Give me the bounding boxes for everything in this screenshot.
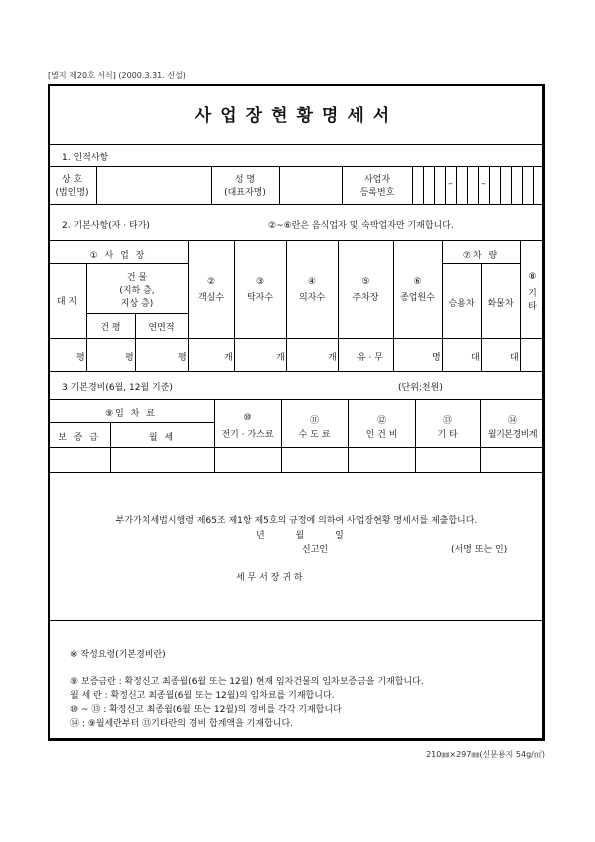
regno-digit-box (434, 166, 435, 204)
other-number: ⑧ (528, 272, 537, 282)
divider (520, 338, 521, 371)
divider (234, 240, 235, 338)
divider (48, 263, 188, 264)
representative-sublabel: (대표자명) (224, 188, 266, 198)
employees-number: ⑥ (413, 277, 422, 287)
business-regno-sublabel: 등록번호 (359, 188, 395, 198)
water-header: 수 도 료 (298, 430, 331, 440)
guest-rooms-number: ② (206, 277, 216, 287)
regno-dash: – (448, 179, 453, 189)
chairs-header: 의자수 (298, 293, 326, 303)
signature-label: (서명 또는 인) (451, 545, 508, 555)
divider (412, 166, 413, 204)
reporter-label: 신고인 (302, 545, 329, 555)
divider (393, 338, 394, 371)
deposit-header: 보 증 금 (58, 433, 100, 443)
section-2-note: ②~⑥란은 음식업자 및 숙박업자만 기재합니다. (268, 221, 454, 231)
form-title: 사업장현황명세서 (194, 106, 399, 126)
parking-header: 주차장 (352, 293, 379, 303)
trade-name-label: 상 호 (61, 175, 83, 185)
divider (234, 338, 235, 371)
instruction-line: ⑩ ~ ⑬ : 확정신고 최종월(6월 또는 12월)의 경비를 각각 기재합니다 (70, 705, 342, 715)
divider (286, 338, 287, 371)
divider (48, 399, 545, 400)
unit-guest-rooms: 개 (224, 353, 233, 363)
divider (86, 338, 87, 371)
trade-name-sublabel: (법인명) (55, 188, 89, 198)
utilities-header: 전기 · 가스료 (221, 430, 274, 440)
divider (338, 240, 339, 338)
divider (188, 338, 189, 371)
building-ground: 지상 층) (120, 299, 154, 309)
divider (188, 240, 189, 338)
regno-dash: – (481, 179, 486, 189)
unit-floor-area: 평 (178, 353, 187, 363)
business-regno-label: 사업자 (363, 175, 391, 185)
building-basement: (지하 층, (119, 286, 155, 296)
instruction-line: ⑭ : ⑨월세란부터 ⑬기타란의 경비 합계액을 기재합니다. (70, 719, 294, 729)
other-header-1: 기 (528, 289, 537, 299)
divider (286, 240, 287, 338)
divider (481, 338, 482, 371)
divider (48, 240, 545, 241)
divider (338, 338, 339, 371)
unit-truck: 대 (510, 353, 519, 363)
regno-digit-box (522, 166, 523, 204)
labor-number: ⑫ (376, 416, 386, 426)
divider (48, 144, 545, 145)
floor-area-header: 연면적 (148, 323, 175, 333)
divider (86, 313, 188, 314)
section-2-heading: 2. 기본사항(자 · 타가) (62, 221, 150, 231)
building-area-header: 건 평 (100, 323, 121, 333)
unit-building-area: 평 (125, 353, 134, 363)
form-number-note: [별지 제20호 서식] (2000.3.31. 신설) (48, 71, 186, 80)
paper-spec-note: 210㎜×297㎜(신문용지 54g/㎡) (426, 750, 545, 759)
unit-passenger-car: 대 (471, 353, 480, 363)
tables-number: ③ (255, 277, 265, 287)
instruction-line: ⑨ 보증금란 : 확정신고 최종월(6월 또는 12월) 현재 임차건물의 임차보증금을 기재합니다. (70, 677, 424, 687)
water-number: ⑪ (309, 416, 319, 426)
declaration-statement: 부가가치세법시행령 제65조 제1항 제5호의 규정에 의하여 사업장현황 명세서를 제출합니다. (115, 516, 478, 526)
regno-digit-box (456, 166, 457, 204)
recipient: 세 무 서 장 귀 하 (236, 573, 303, 583)
truck-header: 화물차 (487, 299, 514, 309)
divider (393, 240, 394, 338)
regno-digit-box (489, 166, 490, 204)
etc-header: 기 타 (437, 430, 458, 440)
unit-employees: 명 (432, 353, 441, 363)
divider (48, 620, 545, 621)
chairs-number: ④ (307, 277, 317, 287)
parking-number: ⑤ (361, 277, 370, 287)
etc-number: ⑬ (442, 416, 452, 426)
representative-label: 성 명 (234, 175, 256, 185)
divider (48, 371, 545, 372)
regno-digit-box (533, 166, 534, 204)
building-header: 건 물 (126, 273, 148, 283)
divider (48, 422, 214, 423)
instructions-heading: ※ 작성요령(기본경비란) (70, 650, 166, 660)
vehicles-header: ⑦차 량 (462, 251, 500, 261)
declaration-date: 년 월 일 (256, 531, 358, 541)
tables-header: 탁자수 (246, 293, 274, 303)
section-1-heading: 1. 인적사항 (62, 153, 109, 163)
divider (48, 338, 545, 339)
unit-tables: 개 (276, 353, 285, 363)
divider (135, 338, 136, 371)
divider (96, 166, 97, 204)
rent-header: ⑨임 차 료 (105, 409, 157, 419)
labor-header: 인 건 비 (365, 430, 398, 440)
other-header-2: 타 (528, 302, 537, 312)
monthly-total-header: 월기본경비계 (487, 430, 538, 440)
divider (48, 472, 545, 473)
instruction-line: 월 세 란 : 확정신고 최종월(6월 또는 12월)의 임차료를 기재합니다. (70, 691, 335, 701)
divider (442, 338, 443, 371)
divider (48, 447, 545, 448)
employees-header: 종업원수 (400, 293, 435, 303)
section-3-heading: 3 기본경비(6월, 12월 기준) (62, 383, 173, 393)
regno-digit-box (467, 166, 468, 204)
land-header: 대 지 (56, 297, 78, 307)
unit-land: 평 (76, 353, 85, 363)
utilities-number: ⑩ (243, 413, 252, 423)
regno-digit-box (423, 166, 424, 204)
unit-chairs: 개 (328, 353, 337, 363)
section-3-unit: (단위:천원) (398, 383, 443, 393)
unit-parking: 유 · 무 (357, 353, 383, 363)
passenger-car-header: 승용차 (448, 299, 475, 309)
monthly-total-number: ⑭ (507, 416, 517, 426)
workplace-header: ① 사 업 장 (89, 251, 147, 261)
divider (48, 204, 545, 205)
divider (48, 166, 545, 167)
regno-digit-box (511, 166, 512, 204)
regno-digit-box (500, 166, 501, 204)
guest-rooms-header: 객실수 (197, 293, 225, 303)
monthly-rent-header: 월 세 (148, 433, 176, 443)
divider (279, 166, 280, 204)
